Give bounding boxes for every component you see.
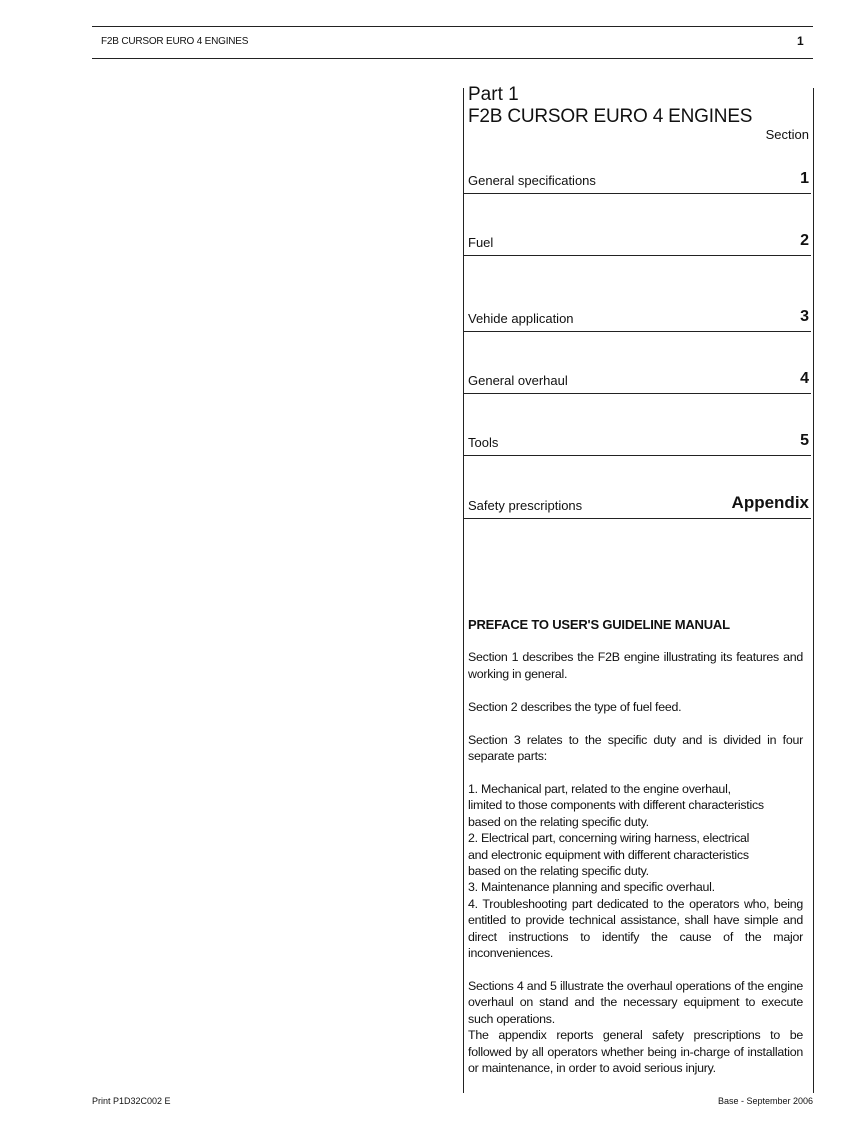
toc-section-number: 4 <box>800 370 809 387</box>
column-right-border <box>813 88 814 1093</box>
toc-row-fuel <box>464 232 811 256</box>
toc-label: General overhaul <box>468 373 568 388</box>
toc-row-safety-prescriptions <box>464 493 811 519</box>
preface-paragraph: Section 2 describes the type of fuel feed. <box>468 699 682 714</box>
toc-row-vehicle-application <box>464 308 811 332</box>
toc-section-number: 3 <box>800 308 809 325</box>
toc-label: Vehide application <box>468 311 574 326</box>
toc-row-general-overhaul <box>464 370 811 394</box>
preface-list <box>468 781 803 896</box>
toc-row-general-specifications <box>464 170 811 194</box>
preface-paragraph: Section 1 describes the F2B engine illustrating its features and working in general. <box>468 650 803 681</box>
preface-section <box>468 617 803 1093</box>
toc-section-number: 2 <box>800 232 809 249</box>
preface-paragraph: Section 3 relates to the specific duty and is divided in four separate parts: <box>468 732 803 764</box>
part-label: Part 1 <box>468 84 519 105</box>
list-line: and electronic equipment with different characteristics <box>468 847 749 862</box>
list-line: based on the relating specific duty. <box>468 863 649 878</box>
section-column-heading: Section <box>765 127 809 142</box>
footer-edition: Base - September 2006 <box>717 1096 813 1106</box>
column-left-border <box>463 88 464 1093</box>
toc-row-tools <box>464 432 811 456</box>
toc-section-number: 1 <box>800 170 809 187</box>
toc-section-number: 5 <box>800 432 809 449</box>
toc-label: Tools <box>468 435 499 450</box>
list-line: limited to those components with different characteristics <box>468 798 764 813</box>
list-line: based on the relating specific duty. <box>468 814 649 829</box>
preface-list-item: 4. Troubleshooting part dedicated to the operators who, being entitled to provide technical assistance, shall have simple and direct instructions to identify the cause of the major inconveniences. <box>468 896 803 960</box>
toc-section-number: Appendix <box>731 493 809 512</box>
toc-label: Safety prescriptions <box>468 498 583 513</box>
list-line: 2. Electrical part, concerning wiring harness, electrical <box>468 831 750 846</box>
part-title: F2B CURSOR EURO 4 ENGINES <box>468 106 753 127</box>
list-line: 1. Mechanical part, related to the engine overhaul, <box>468 781 731 796</box>
running-header-title: F2B CURSOR EURO 4 ENGINES <box>101 36 249 47</box>
preface-heading: PREFACE TO USER'S GUIDELINE MANUAL <box>468 617 730 632</box>
preface-paragraph: The appendix reports general safety prescriptions to be followed by all operators whether being in-charge of installation or maintenance, in order to avoid serious injury. <box>468 1028 803 1075</box>
header-top-rule <box>92 26 813 27</box>
preface-paragraph: Sections 4 and 5 illustrate the overhaul operations of the engine overhaul on stand and the necessary equipment to execute such operations. <box>468 978 803 1026</box>
page-number: 1 <box>797 34 804 48</box>
list-line: 3. Maintenance planning and specific overhaul. <box>468 880 715 895</box>
footer-print-code: Print P1D32C002 E <box>92 1096 171 1106</box>
header-bottom-rule <box>92 58 813 59</box>
toc-label: Fuel <box>468 235 494 250</box>
toc-label: General specifications <box>468 173 596 188</box>
